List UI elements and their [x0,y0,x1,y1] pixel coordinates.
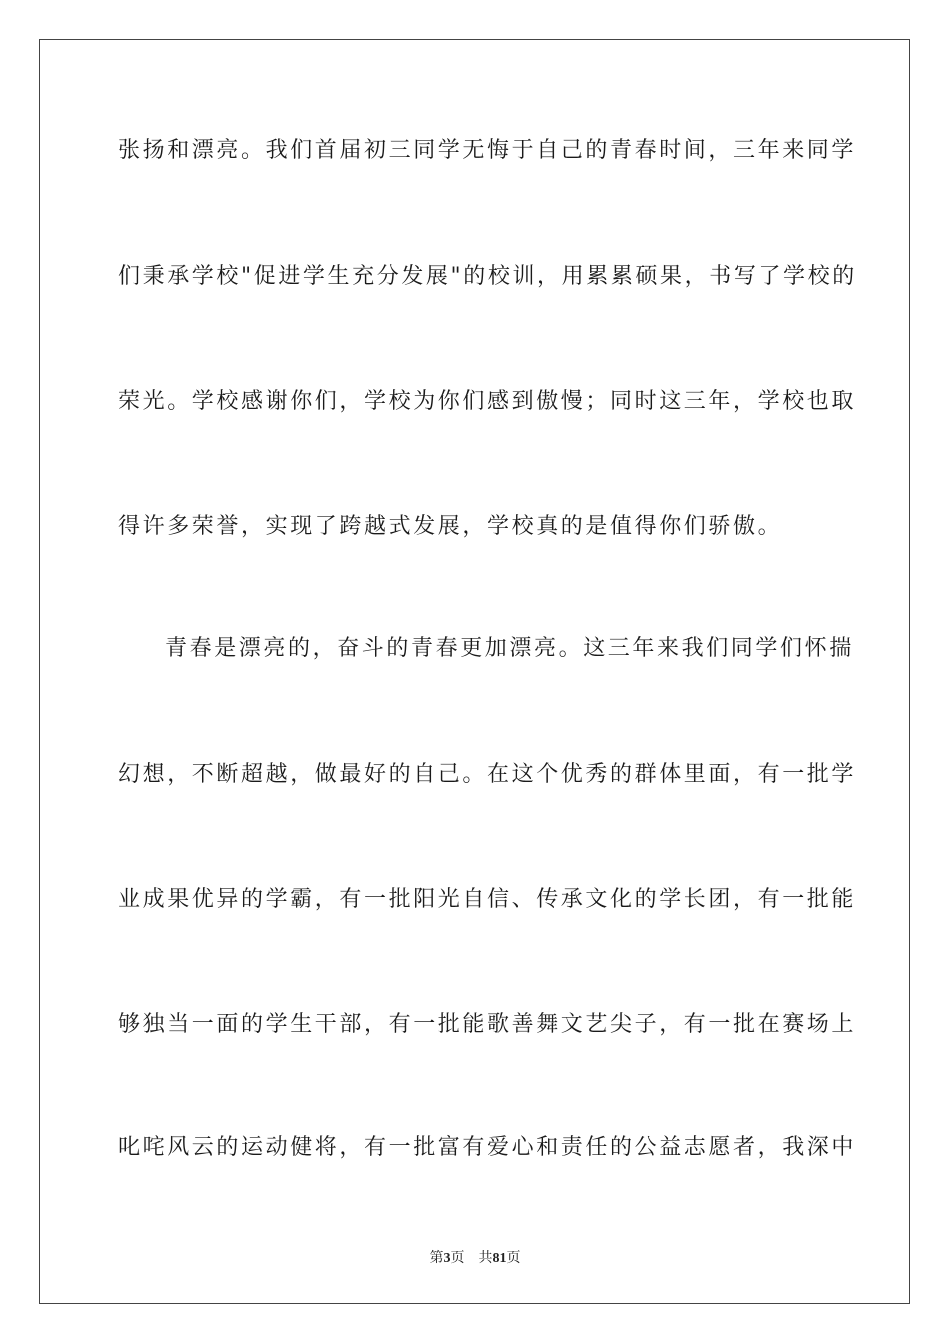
page-number-label: 第3页 [429,1251,465,1266]
text-line: 幻想，不断超越，做最好的自己。在这个优秀的群体里面，有一批学 [118,762,857,787]
text-line: 们秉承学校"促进学生充分发展"的校训，用累累硕果，书写了学校的 [118,264,857,289]
text-line: 得许多荣誉，实现了跨越式发展，学校真的是值得你们骄傲。 [118,514,783,539]
page-border [39,39,910,1304]
paragraph-first-line: 青春是漂亮的，奋斗的青春更加漂亮。这三年来我们同学们怀揣 [165,636,854,661]
text-line: 张扬和漂亮。我们首届初三同学无悔于自己的青春时间，三年来同学 [118,138,857,163]
text-line: 够独当一面的学生干部，有一批能歌善舞文艺尖子，有一批在赛场上 [118,1012,857,1037]
total-pages-label: 共81页 [478,1251,521,1266]
page-footer [0,1247,950,1267]
text-line: 荣光。学校感谢你们，学校为你们感到傲慢；同时这三年，学校也取 [118,389,857,414]
text-line: 业成果优异的学霸，有一批阳光自信、传承文化的学长团，有一批能 [118,887,857,912]
text-line: 叱咤风云的运动健将，有一批富有爱心和责任的公益志愿者，我深中 [118,1135,857,1160]
